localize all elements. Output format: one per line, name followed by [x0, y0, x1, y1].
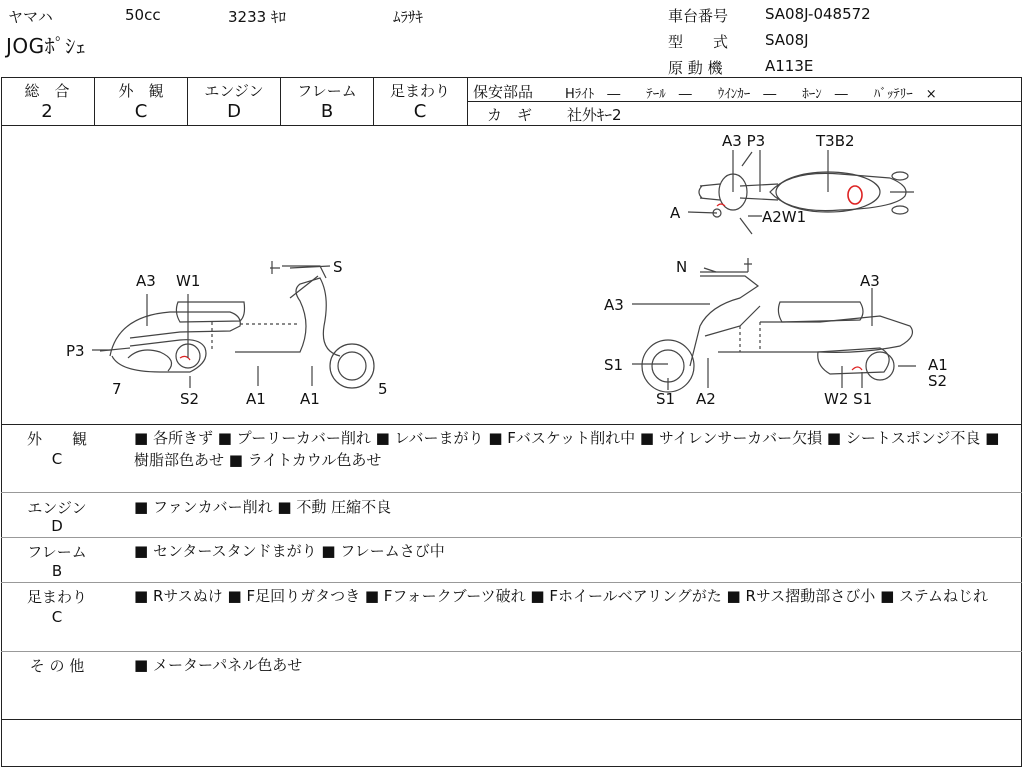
key-value: 社外ｷｰ2 [567, 106, 622, 124]
diagram-label: A3 [136, 272, 156, 290]
section-engine-label: エンジン [27, 499, 87, 517]
diagram-label: A [670, 204, 681, 222]
displacement: 50cc [125, 6, 161, 24]
diagram-label: A3 [860, 272, 880, 290]
diagram-label: 7 [112, 380, 122, 398]
diagram-label: W2 S1 [824, 390, 873, 408]
safety-items: Hﾗｲﾄ ― ﾃｰﾙ ― ｳｲﾝｶｰ ― ﾎｰﾝ ― ﾊﾞｯﾃﾘｰ × [565, 87, 937, 102]
grade-overall-label: 総 合 [24, 82, 70, 100]
section-other-label: そ の 他 [29, 657, 85, 675]
scooter-top-view [699, 152, 914, 234]
grade-exterior-label: 外 観 [118, 82, 164, 100]
diagram-label: W1 [176, 272, 201, 290]
frame-no-label: 車台番号 [668, 7, 729, 25]
color: ﾑﾗｻｷ [393, 8, 424, 26]
section-exterior-text: ■ 各所きず ■ プーリーカバー削れ ■ レバーまがり ■ Fバスケット削れ中 ■ サイレンサーカバー欠損 ■ シートスポンジ不良 ■ 樹脂部色あせ ■ ライトカウル色あせ [134, 429, 1000, 469]
section-divider [1, 537, 1022, 538]
section-divider [1, 582, 1022, 583]
diagram-label: N [676, 258, 688, 276]
section-exterior-grade: C [51, 450, 63, 468]
section-divider [1, 492, 1022, 493]
left-view-labels [66, 258, 388, 408]
model-name: JOGﾎﾟｼｪ [6, 34, 87, 58]
section-engine-grade: D [51, 517, 63, 535]
diagram-divider [1, 424, 1022, 425]
section-suspension-grade: C [51, 608, 63, 626]
type-label: 型 式 [668, 33, 729, 51]
grade-col-line [467, 77, 468, 125]
diagram-label: S1 [604, 356, 624, 374]
grade-overall-value: 2 [41, 101, 53, 122]
diagram-label: P3 [66, 342, 85, 360]
diagram-label: S [333, 258, 343, 276]
diagram-label: A3 [604, 296, 624, 314]
right-view-labels [604, 258, 948, 408]
diagram-label: A2 [696, 390, 716, 408]
diagram-label: A1 [928, 356, 948, 374]
diagram-label: S1 [656, 390, 676, 408]
grade-exterior-value: C [134, 101, 148, 122]
type-value: SA08J [765, 31, 809, 49]
engine-value: A113E [765, 57, 814, 75]
key-label: カ ギ [487, 106, 533, 124]
diagram-label: S2 [928, 372, 948, 390]
diagram-label: 5 [378, 380, 388, 398]
diagram-label: T3B2 [816, 132, 855, 150]
grade-engine-label: エンジン [204, 82, 264, 100]
grade-frame-value: B [320, 101, 334, 122]
section-frame-label: フレーム [27, 543, 87, 561]
diagram-label: A1 [246, 390, 266, 408]
diagram-label: A3 P3 [722, 132, 766, 150]
maker: ヤマハ [8, 8, 53, 26]
diagram-label: A2W1 [762, 208, 807, 226]
section-frame-grade: B [51, 562, 63, 580]
diagram-label: S2 [180, 390, 200, 408]
grade-engine-value: D [227, 101, 241, 122]
section-other-text: ■ メーターパネル色あせ [134, 656, 303, 674]
engine-label: 原 動 機 [668, 59, 723, 77]
mileage: 3233 ｷﾛ [228, 8, 286, 26]
section-suspension-label: 足まわり [26, 588, 87, 606]
section-divider [1, 719, 1022, 720]
grade-frame-label: フレーム [297, 82, 357, 100]
grade-suspension-label: 足まわり [389, 82, 450, 100]
damage-diagram [0, 126, 1024, 424]
section-suspension-text: ■ Rサスぬけ ■ F足回りガタつき ■ Fフォークブーツ破れ ■ Fホイールベアリングがた ■ Rサス摺動部さび小 ■ ステムねじれ [134, 587, 988, 605]
frame-no: SA08J-048572 [765, 5, 871, 23]
grade-suspension-value: C [413, 101, 427, 122]
section-divider [1, 651, 1022, 652]
section-exterior-label: 外 観 [26, 430, 87, 448]
section-engine-text: ■ ファンカバー削れ ■ 不動 圧縮不良 [134, 498, 392, 516]
safety-label: 保安部品 [473, 83, 534, 101]
section-frame-text: ■ センタースタンドまがり ■ フレームさび中 [134, 542, 445, 560]
diagram-label: A1 [300, 390, 320, 408]
